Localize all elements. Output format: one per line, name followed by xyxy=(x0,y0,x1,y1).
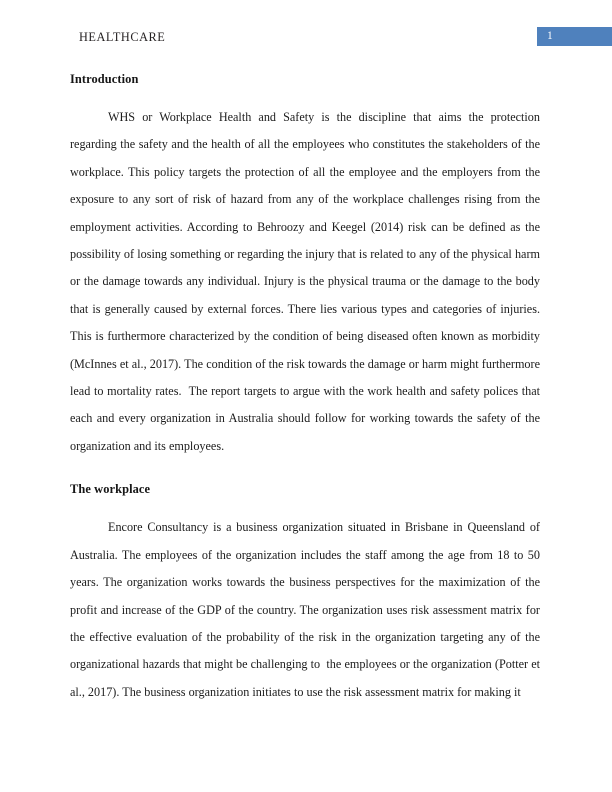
section-heading-introduction: Introduction xyxy=(70,72,139,86)
spacer xyxy=(70,460,540,478)
paragraph-the-workplace: Encore Consultancy is a business organization situated in Brisbane in Queensland of Australia. The employees of the organization includes the staff among the age from 18 to 50 years. The organization works towards the business perspectives for the maximization of the profit and increase of the GDP of the country. The organization uses risk assessment matrix for the effective evaluation of the probability of the risk in the organization targeting any of the organizational hazards that might be challenging to the employees or the organization (Potter et al., 2017). The business organization initiates to use the risk assessment matrix for making it xyxy=(70,520,544,699)
running-header-title: HEALTHCARE xyxy=(79,30,166,44)
running-header xyxy=(0,27,612,49)
document-body xyxy=(70,68,544,706)
page-number-badge xyxy=(537,27,612,46)
section-heading-the-workplace: The workplace xyxy=(70,482,151,497)
spacer xyxy=(70,500,540,514)
page-number-label: 1 xyxy=(547,30,553,42)
spacer xyxy=(70,90,540,104)
paragraph-introduction: WHS or Workplace Health and Safety is the discipline that aims the protection regarding the safety and the health of all the employees who constitutes the stakeholders of the workplace. This policy targets the protection of all the employee and the employers from the exposure to any sort of risk of hazard from any of the workplace challenges rising from the employment activities. According to Behroozy and Keegel (2014) risk can be defined as the possibility of losing something or regarding the injury that is related to any of the physical harm or the damage towards any individual. Injury is the physical trauma or the damage to the body that is generally caused by external forces. There lies various types and categories of injuries. This is furthermore characterized by the condition of being diseased often known as morbidity (McInnes et al., 2017). The condition of the risk towards the damage or harm might furthermore lead to mortality rates. The report targets to argue with the work health and safety polices that each and every organization in Australia should follow for working towards the safety of the organization and its employees. xyxy=(70,110,544,453)
